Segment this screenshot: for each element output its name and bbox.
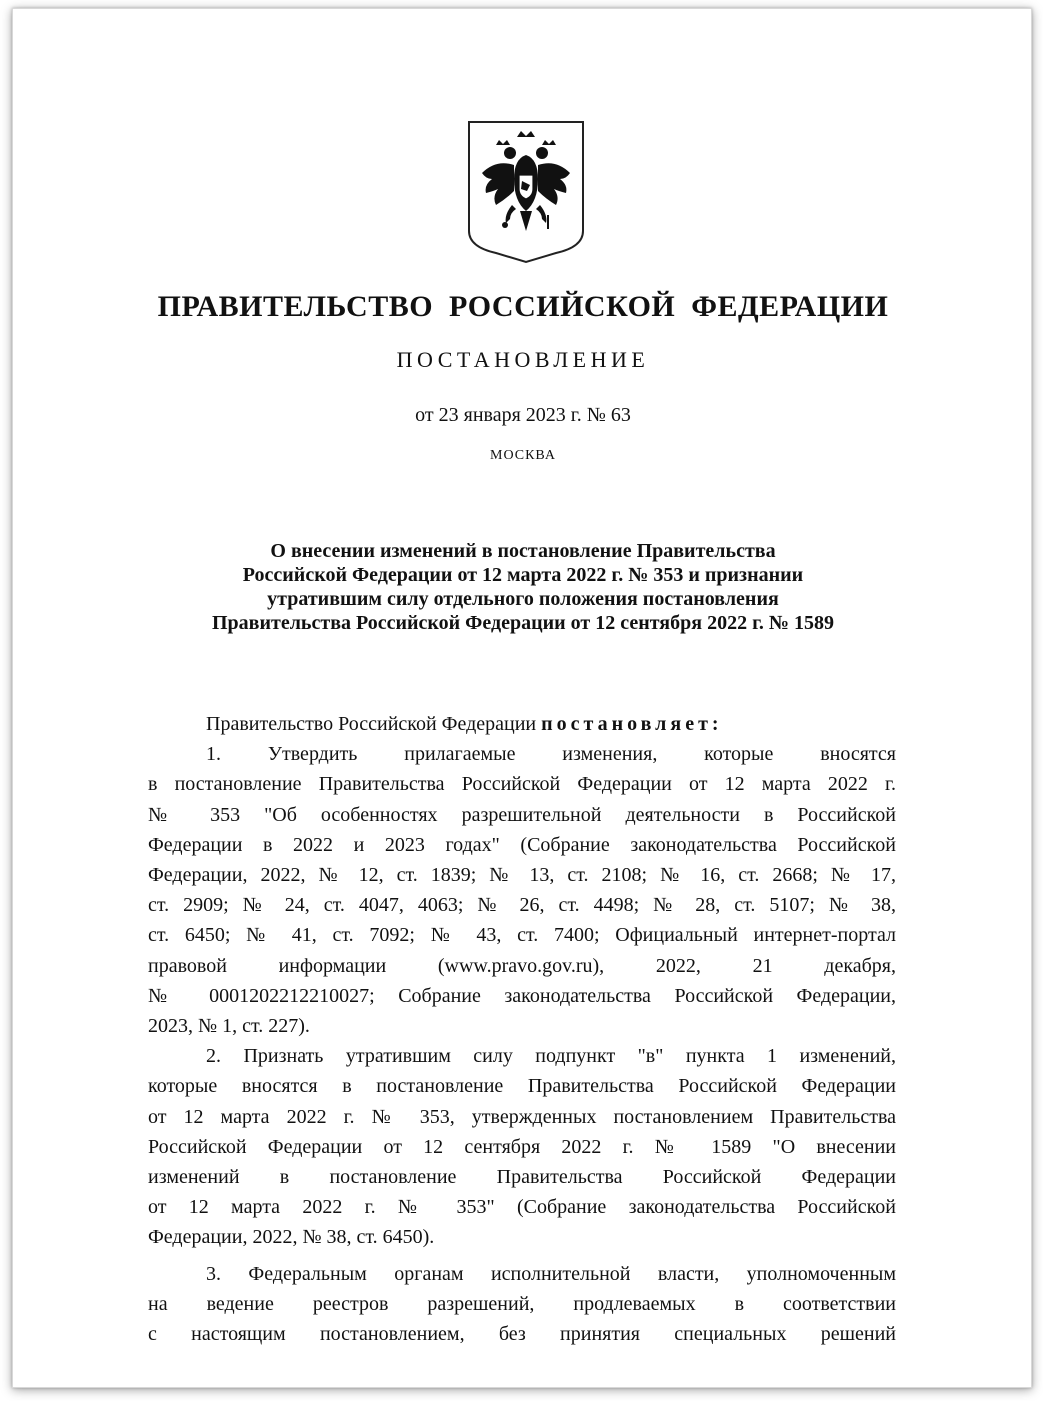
- document-page: [12, 8, 1032, 1388]
- paragraph-line: № 0001202212210027; Собрание законодательства Российской Федерации,: [148, 984, 896, 1007]
- paragraph-line: правовой информации (www.pravo.gov.ru), 2022, 21 декабря,: [148, 954, 896, 977]
- paragraph-line: ст. 6450; № 41, ст. 7092; № 43, ст. 7400; Официальный интернет-портал: [148, 924, 896, 947]
- coat-of-arms-icon: [466, 119, 586, 265]
- paragraph-line: 2023, № 1, ст. 227).: [148, 1015, 310, 1038]
- paragraph-line: Федерации, 2022, № 38, ст. 6450).: [148, 1226, 435, 1249]
- paragraph-line: ст. 2909; № 24, ст. 4047, 4063; № 26, ст. 4498; № 28, ст. 5107; № 38,: [148, 894, 896, 917]
- paragraph-line: Федерации, 2022, № 12, ст. 1839; № 13, ст. 2108; № 16, ст. 2668; № 17,: [148, 864, 896, 887]
- subject-line: О внесении изменений в постановление Правительства: [270, 540, 776, 562]
- document-subject: [153, 539, 893, 635]
- paragraph-line: 2. Признать утратившим силу подпункт "в" пункта 1 изменений,: [206, 1045, 896, 1068]
- paragraph-line: 3. Федеральным органам исполнительной власти, уполномоченным: [206, 1262, 896, 1285]
- paragraph-line: от 12 марта 2022 г. № 353" (Собрание законодательства Российской: [148, 1196, 896, 1219]
- paragraph-line: которые вносятся в постановление Правительства Российской Федерации: [148, 1075, 896, 1098]
- intro-text: Правительство Российской Федерации: [206, 713, 542, 735]
- paragraph-line: 1. Утвердить прилагаемые изменения, которые вносятся: [206, 743, 896, 766]
- subject-line: Правительства Российской Федерации от 12 сентября 2022 г. № 1589: [212, 612, 834, 634]
- paragraph-line: от 12 марта 2022 г. № 353, утвержденных постановлением Правительства: [148, 1105, 896, 1128]
- paragraph-line: с настоящим постановлением, без принятия специальных решений: [148, 1323, 896, 1346]
- paragraph-line: № 353 "Об особенностях разрешительной деятельности в Российской: [148, 803, 896, 826]
- document-body: [148, 709, 896, 1349]
- paragraph-3: [148, 1259, 896, 1350]
- subject-line: утратившим силу отдельного положения постановления: [267, 588, 779, 610]
- paragraph-2: [148, 1041, 896, 1252]
- document-date-number: от 23 января 2023 г. № 63: [415, 404, 631, 426]
- intro-line: [148, 709, 896, 739]
- paragraph-line: в постановление Правительства Российской Федерации от 12 марта 2022 г.: [148, 773, 896, 796]
- paragraph-1: [148, 739, 896, 1041]
- document-city: МОСКВА: [490, 448, 556, 463]
- subject-line: Российской Федерации от 12 марта 2022 г. № 353 и признании: [242, 564, 804, 586]
- paragraph-line: изменений в постановление Правительства Российской Федерации: [148, 1166, 896, 1189]
- paragraph-line: Федерации в 2022 и 2023 годах" (Собрание законодательства Российской: [148, 833, 896, 856]
- intro-verb: постановляет:: [541, 713, 723, 735]
- paragraph-line: на ведение реестров разрешений, продлеваемых в соответствии: [148, 1292, 896, 1315]
- document-type: ПОСТАНОВЛЕНИЕ: [396, 347, 650, 372]
- paragraph-line: Российской Федерации от 12 сентября 2022 г. № 1589 "О внесении: [148, 1135, 896, 1158]
- government-title: ПРАВИТЕЛЬСТВО РОССИЙСКОЙ ФЕДЕРАЦИИ: [157, 290, 889, 323]
